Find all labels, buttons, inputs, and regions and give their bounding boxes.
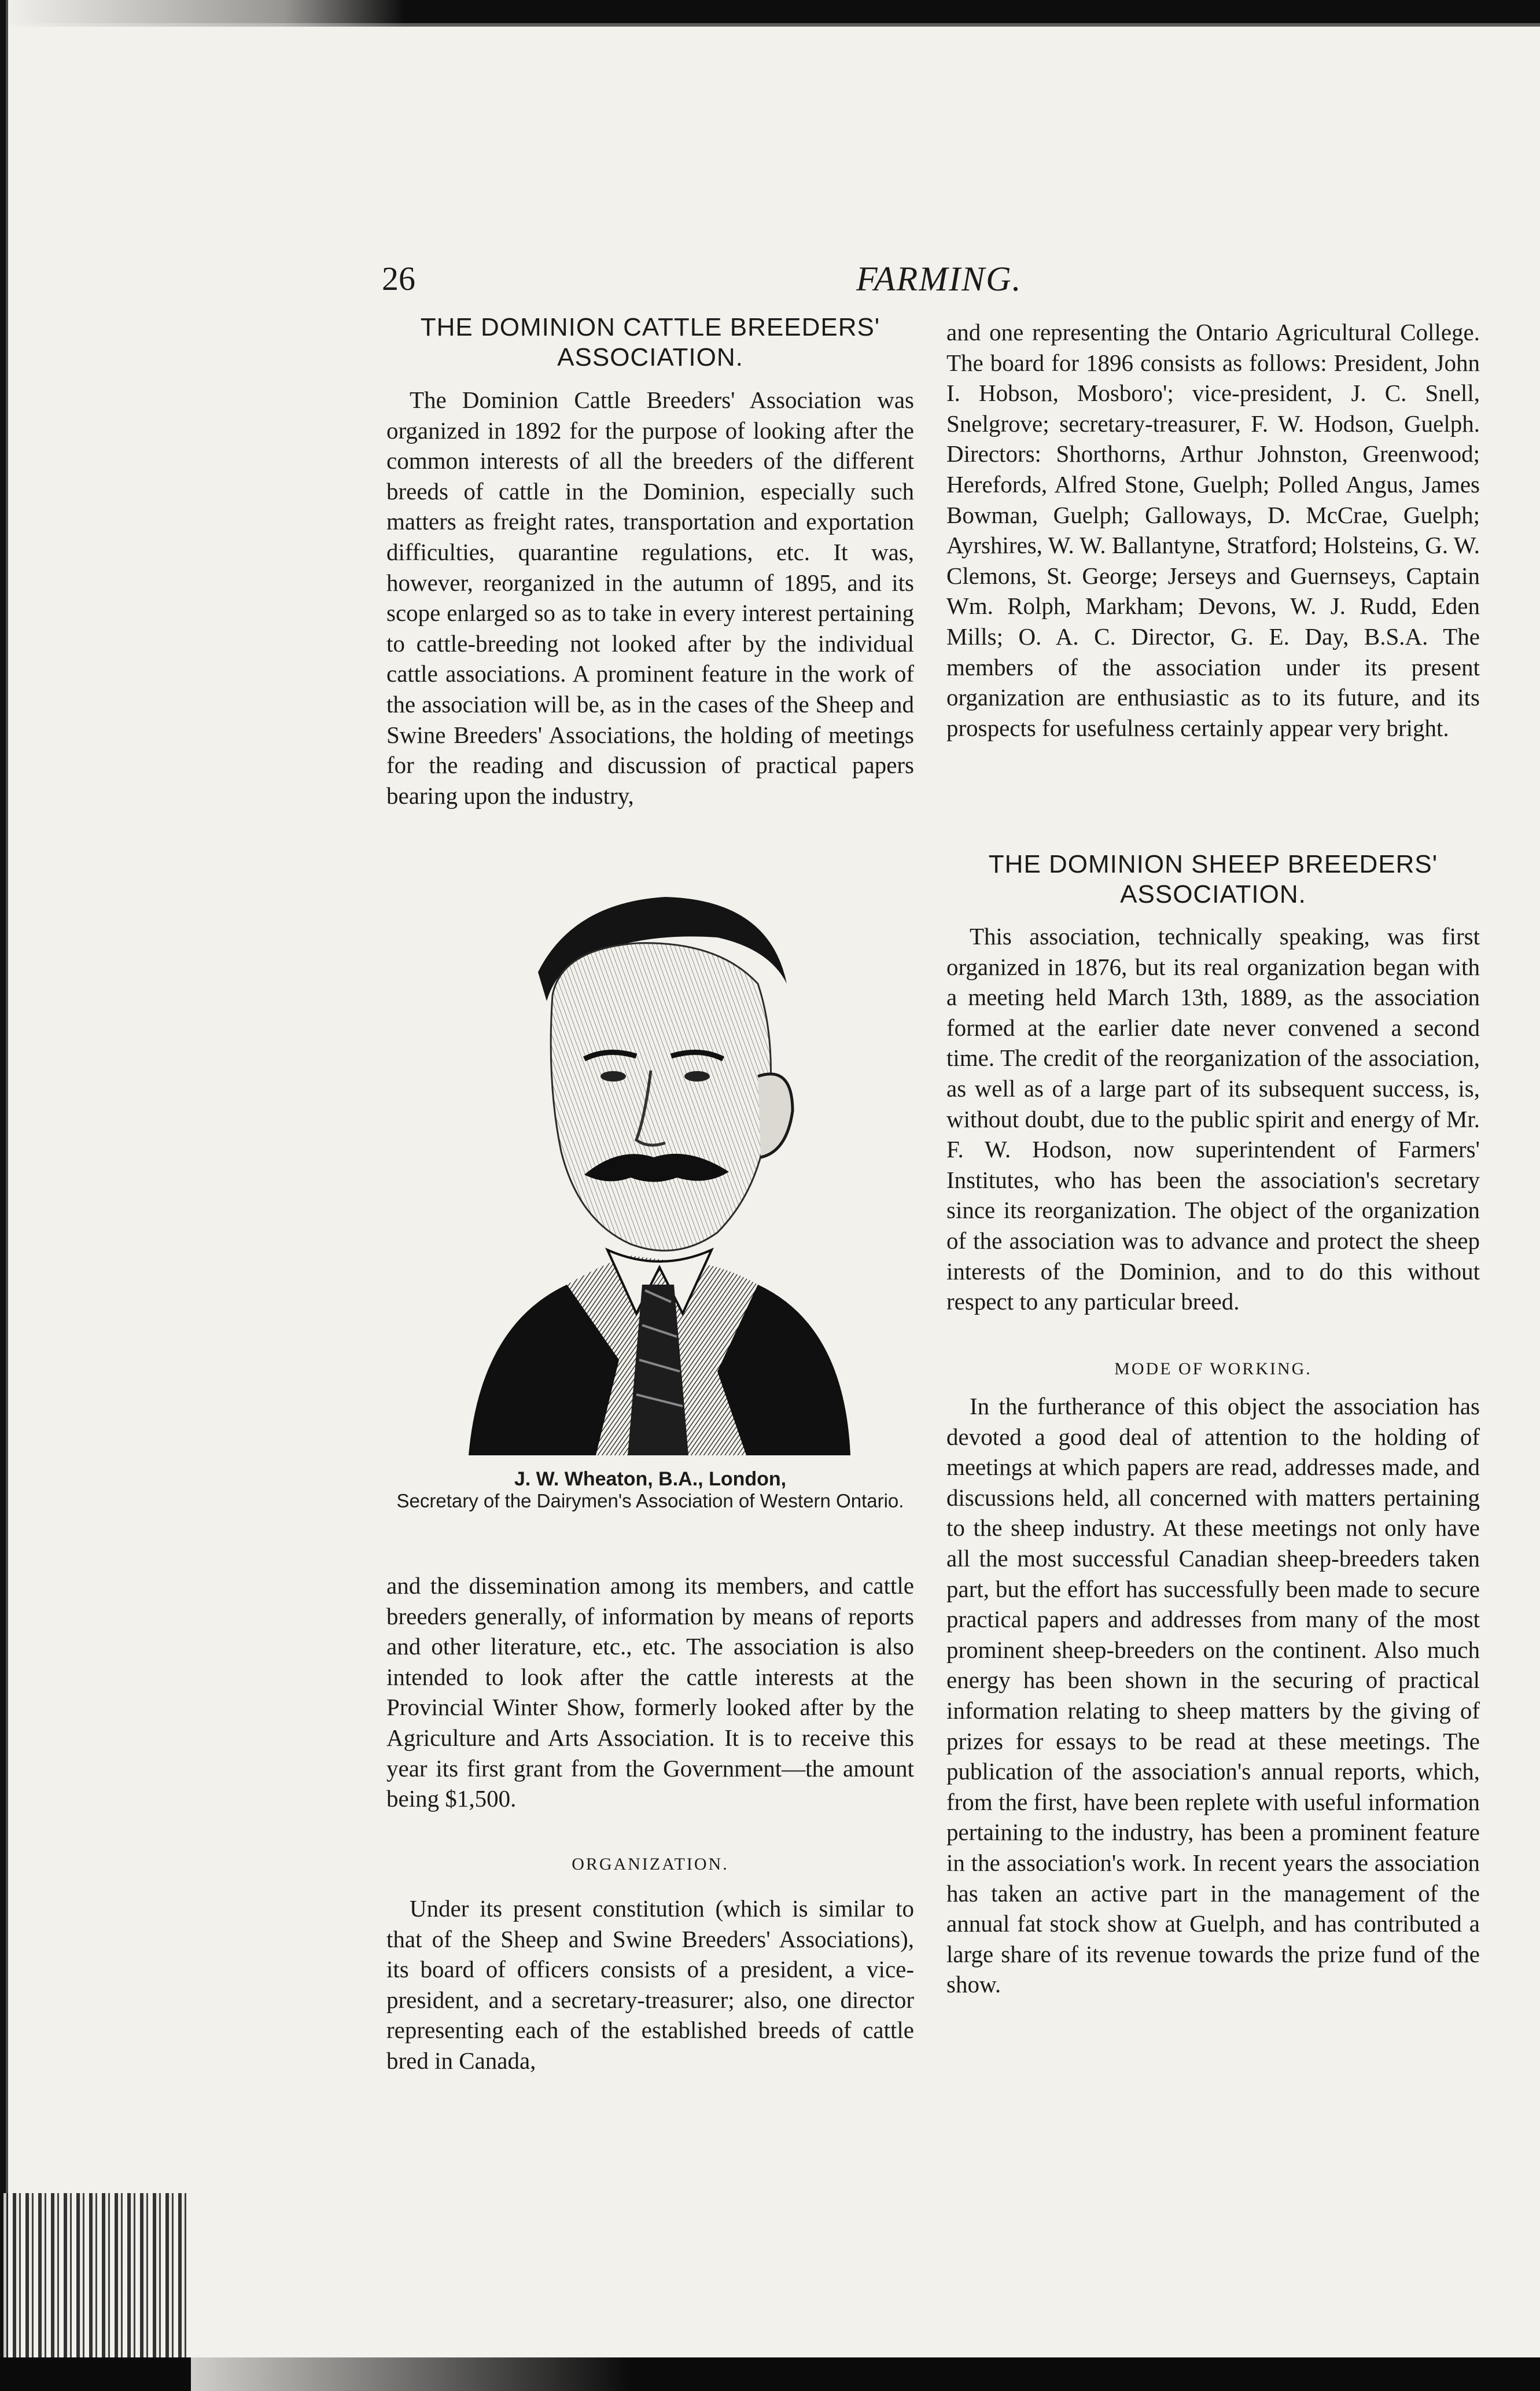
sheep-intro-paragraph: This association, technically speaking, was first organized in 1876, but its real organization began with a meeting held March 13th, 1889, as the association formed at the earlier date never convened a second time. The credit of the reorganization of the association, as well as of a large part of its subsequent success, is, without doubt, due to the public spirit and energy of Mr. F. W. Hodson, now superintendent of Farmers' Institutes, who has been the association's secretary since its reorganization. The object of the organization of the association was to advance and protect the sheep interests of the Dominion, and to do this without respect to any particular breed. [946,923,1480,1315]
cattle-intro-column [386,385,914,811]
scan-left-edge [0,0,40,2391]
mode-paragraph: In the furtherance of this object the association has devoted a good deal of attention to the holding of meetings at which papers are read, addresses made, and discussions held, all concerned with matters pertaining to the sheep industry. At these meetings not only have all the most successful Canadian sheep-breeders taken part, but the effort has successfully been made to secure practical papers and addresses from many of the most prominent sheep-breeders on the continent. Also much energy has been shown in the securing of practical information relating to sheep matters by the giving of prizes for essays to be read at these meetings. The publication of the association's annual reports, which, from the first, have been replete with useful information pertaining to the industry, has been a prominent feature in the association's work. In recent years the association has taken an active part in the management of the annual fat stock show at Guelph, and has contributed a large share of its revenue towards the prize fund of the show. [946,1393,1480,1998]
cattle-continuation-column [386,1570,914,1814]
running-head: FARMING. [856,260,1022,298]
cattle-heading: THE DOMINION CATTLE BREEDERS' ASSOCIATION. [420,313,880,371]
organization-paragraph: Under its present constitution (which is similar to that of the Sheep and Swine Breeders' Associations), its board of officers consists of a president, a vice-president, and a secretary-treasurer; also, one director representing each of the established breeds of cattle bred in Canada, [386,1895,914,2074]
mode-subhead: MODE OF WORKING. [1114,1359,1312,1378]
sheep-heading: THE DOMINION SHEEP BREEDERS' ASSOCIATION. [988,850,1438,908]
scan-bottom-fade [191,2349,631,2391]
mode-column [946,1391,1480,2000]
portrait-caption [386,1469,914,1511]
board-column [946,317,1480,743]
page-number: 26 [382,260,415,297]
scan-top-fade [0,0,405,35]
organization-column [386,1893,914,2076]
board-paragraph: and one representing the Ontario Agricultural College. The board for 1896 consists as follows: President, John I. Hobson, Mosboro'; vice-president, J. C. Snell, Snelgrove; secretary-treasurer, F. W. Hodson, Guelph. Directors: Shorthorns, Arthur Johnston, Greenwood; Herefords, Alfred Stone, Guelph; Polled Angus, James Bowman, Guelph; Galloways, D. McCrae, Guelph; Ayrshires, W. W. Ballantyne, Stratford; Holsteins, G. W. Clemons, St. George; Jerseys and Guernseys, Captain Wm. Rolph, Markham; Devons, W. J. Rudd, Eden Mills; O. A. C. Director, G. E. Day, B.S.A. The members of the association under its present organization are enthusiastic as to its future, and its prospects for usefulness certainly appear very bright. [946,319,1480,741]
caption-name: J. W. Wheaton, B.A., London, [514,1468,787,1490]
sheep-intro-column [946,921,1480,1317]
portrait-engraving [445,885,862,1455]
organization-subhead: ORGANIZATION. [572,1855,729,1874]
cattle-intro-paragraph: The Dominion Cattle Breeders' Association was organized in 1892 for the purpose of looking after the common interests of all the breeders of the different breeds of cattle in the Dominion, especially such matters as freight rates, transportation and exportation difficulties, quarantine regulations, etc. It was, however, reorganized in the autumn of 1895, and its scope enlarged so as to take in every interest pertaining to cattle-breeding not looked after by the individual cattle associations. A prominent feature in the work of the association will be, as in the cases of the Sheep and Swine Breeders' Associations, the holding of meetings for the reading and discussion of practical papers bearing upon the industry, [386,387,914,809]
caption-title: Secretary of the Dairymen's Association of Western Ontario. [396,1490,904,1511]
cattle-continuation-paragraph: and the dissemination among its members, and cattle breeders generally, of information by means of reports and other literature, etc., etc. The association is also intended to look after the cattle interests at the Provincial Winter Show, formerly looked after by the Agriculture and Arts Association. It is to receive this year its first grant from the Government—the amount being $1,500. [386,1572,914,1812]
